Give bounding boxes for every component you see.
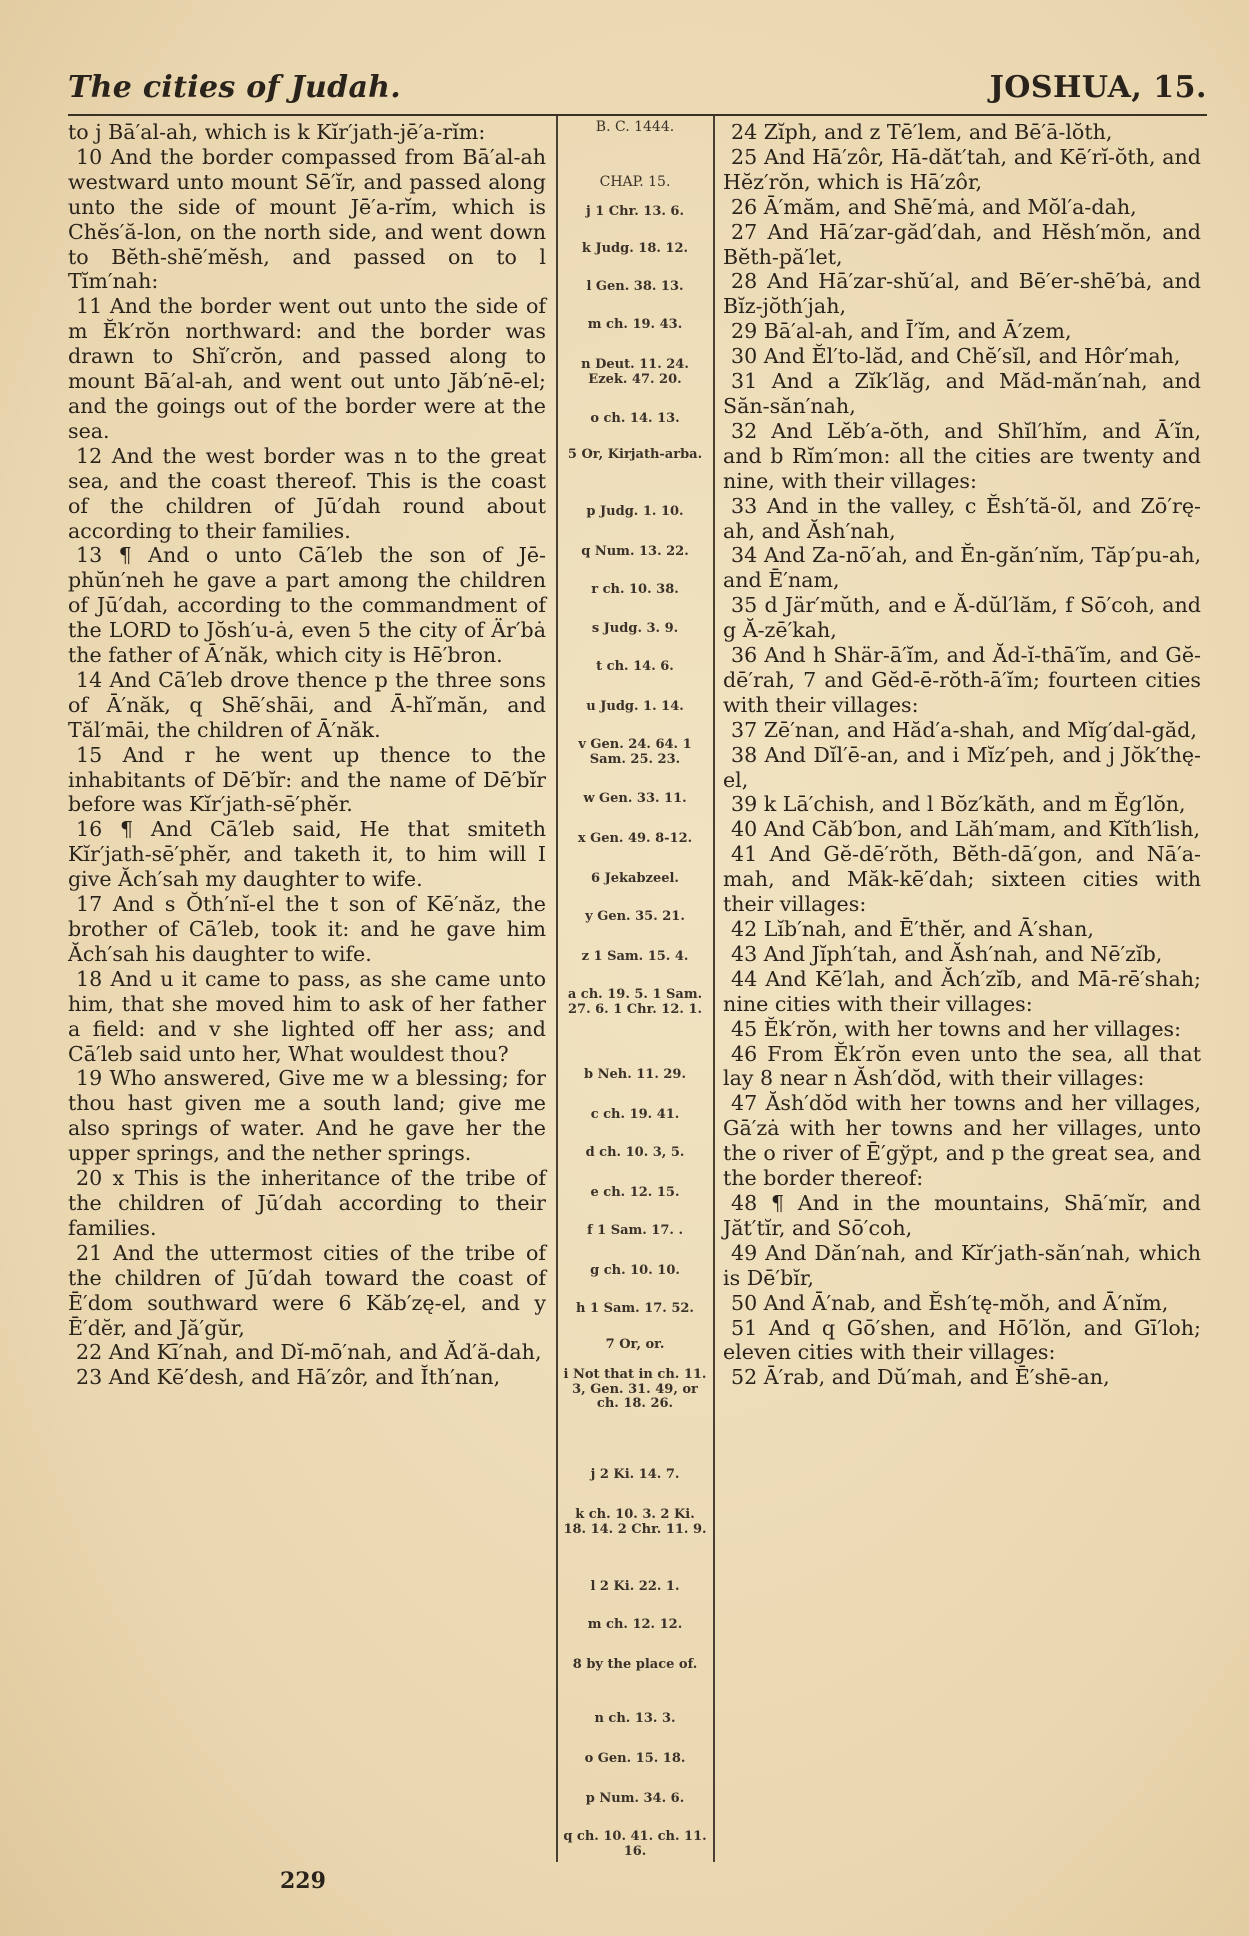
left-column [68,120,546,1390]
margin-ref: a ch. 19. 5. 1 Sam. 27. 6. 1 Chr. 12. 1. [567,987,703,1017]
margin-ref: n ch. 13. 3. [594,1711,676,1726]
verse: to j Bā′al-ah, which is k Kĭr′jath-jē′a-rĭm: [68,120,486,144]
margin-ref: o ch. 14. 13. [590,411,680,426]
verse: 13 ¶ And o unto Cā′leb the son of Jē-phŭn′neh he gave a part among the children of Jū′dah, according to the commandment of the LORD to Jŏsh′u-ȧ, even 5 the city of Är′bȧ the father of Ā′năk, which city is Hē′bron. [68,543,546,668]
margin-ref: p Judg. 1. 10. [586,504,684,519]
margin-ref: k ch. 10. 3. 2 Ki. 18. 14. 2 Chr. 11. 9. [563,1507,707,1537]
verse: 33 And in the valley, c Ĕsh′tă-ŏl, and Zō′rę-ah, and Ăsh′nah, [723,493,1201,543]
verse: 52 Ā′rab, and Dŭ′mah, and Ē′shē-an, [731,1365,1110,1390]
running-header [68,70,1207,112]
margin-ref: f 1 Sam. 17. . [587,1223,683,1238]
verse: 15 And r he went up thence to the inhabitants of Dē′bĭr: and the name of Dē′bĭr before was Kĭr′jath-sē′phĕr. [68,742,546,817]
margin-ref: q ch. 10. 41. ch. 11. 16. [563,1829,707,1859]
margin-date: B. C. 1444. [595,119,675,135]
verse: 11 And the border went out unto the side of m Ĕk′rŏn northward: and the border was drawn to Shĭ′crŏn, and passed along to mount Bā′al-ah, and went out unto Jăb′nē-el; and the goings out of the border were at the sea. [68,294,546,443]
column-divider [556,116,558,1862]
margin-ref: q Num. 13. 22. [581,544,689,559]
verse: 38 And Dĭl′ē-an, and i Mĭz′peh, and j Jŏk′thę-el, [723,742,1201,792]
margin-ref: h 1 Sam. 17. 52. [576,1301,694,1316]
verse: 44 And Kē′lah, and Ăch′zĭb, and Mā-rē′shah; nine cities with their villages: [723,966,1201,1016]
verse: 10 And the border compassed from Bā′al-ah westward unto mount Sē′ĭr, and passed along unto the side of mount Jē′a-rĭm, which is Chĕs′ă-lon, on the north side, and went down to Bĕth-shē′mĕsh, and passed on to l Tĭm′nah: [68,144,546,294]
verse: 49 And Dăn′nah, and Kĭr′jath-săn′nah, which is Dē′bĭr, [723,1240,1201,1290]
verse: 29 Bā′al-ah, and Ī′ĭm, and Ā′zem, [731,319,1072,344]
margin-chapter: CHAP. 15. [599,174,671,190]
margin-ref: w Gen. 33. 11. [583,791,687,806]
margin-ref: n Deut. 11. 24. Ezek. 47. 20. [581,357,689,387]
margin-ref: y Gen. 35. 21. [585,909,685,924]
margin-ref: l 2 Ki. 22. 1. [590,1579,680,1594]
margin-ref: u Judg. 1. 14. [586,699,684,714]
margin-ref: o Gen. 15. 18. [584,1751,686,1766]
margin-ref: s Judg. 3. 9. [591,621,679,636]
verse: 39 k Lā′chish, and l Bŏz′kăth, and m Ĕg′lŏn, [731,792,1186,817]
verse: 24 Zĭph, and z Tē′lem, and Bē′ā-lŏth, [731,120,1113,144]
verse: 37 Zē′nan, and Hăd′a-shah, and Mĭg′dal-găd, [731,717,1197,742]
margin-ref: j 2 Ki. 14. 7. [590,1467,680,1482]
verse: 26 Ā′măm, and Shē′mȧ, and Mŏl′a-dah, [731,194,1137,219]
margin-ref: i Not that in ch. 11. 3, Gen. 31. 49, or ch. 18. 26. [563,1367,707,1411]
margin-ref: e ch. 12. 15. [590,1185,680,1200]
verse: 40 And Căb′bon, and Lăh′mam, and Kĭth′lish, [731,817,1201,842]
verse: 48 ¶ And in the mountains, Shā′mĭr, and Jăt′tĭr, and Sō′coh, [723,1190,1201,1240]
verse: 51 And q Gō′shen, and Hō′lŏn, and Gī′loh; eleven cities with their villages: [723,1315,1201,1365]
column-divider [713,116,715,1862]
verse: 46 From Ĕk′rŏn even unto the sea, all that lay 8 near n Ăsh′dŏd, with their villages: [723,1041,1201,1091]
margin-ref: m ch. 12. 12. [587,1617,683,1632]
margin-ref: r ch. 10. 38. [591,582,679,597]
page-number: 229 [280,1868,326,1894]
verse: 43 And Jĭph′tah, and Ăsh′nah, and Nē′zĭb, [731,941,1163,966]
margin-ref: m ch. 19. 43. [587,317,683,332]
margin-ref: c ch. 19. 41. [590,1107,680,1122]
verse: 19 Who answered, Give me w a blessing; for thou hast given me a south land; give me also springs of water. And he gave her the upper springs, and the nether springs. [68,1066,546,1166]
verse: 31 And a Zĭk′lăg, and Măd-măn′nah, and Săn-săn′nah, [723,369,1201,418]
verse: 45 Ĕk′rŏn, with her towns and her villages: [731,1016,1182,1041]
verse: 35 d Jär′mŭth, and e Ă-dŭl′lăm, f Sō′coh, and g Ă-zē′kah, [723,593,1201,643]
margin-ref: b Neh. 11. 29. [583,1067,687,1082]
margin-ref: z 1 Sam. 15. 4. [581,949,689,964]
verse: 34 And Za-nō′ah, and Ĕn-găn′nĭm, Tăp′pu-ah, and Ē′nam, [723,543,1201,593]
verse: 12 And the west border was n to the great sea, and the coast thereof. This is the coast of the children of Jū′dah round about according to their families. [68,443,546,543]
verse: 25 And Hā′zôr, Hā-dăt′tah, and Kē′rĭ-ŏth, and Hĕz′rŏn, which is Hā′zôr, [723,144,1201,194]
verse: 32 And Lĕb′a-ŏth, and Shĭl′hĭm, and Ā′ĭn, and b Rĭm′mon: all the cities are twenty and nine, with their villages: [723,418,1201,493]
verse: 50 And Ā′nab, and Ĕsh′tę-mŏh, and Ā′nĭm, [731,1290,1169,1315]
margin-ref: 8 by the place of. [572,1657,698,1672]
verse: 22 And Kī′nah, and Dĭ-mō′nah, and Ăd′ă-dah, [76,1340,542,1365]
right-column [723,120,1201,1390]
margin-ref: 7 Or, or. [605,1337,665,1352]
margin-ref: 6 Jekabzeel. [591,871,679,886]
margin-ref: l Gen. 38. 13. [586,279,684,294]
verse: 36 And h Shär-ā′ĭm, and Ăd-ĭ-thā′ĭm, and Gĕ-dē′rah, 7 and Gĕd-ē-rŏth-ā′ĭm; fourteen cities with their villages: [723,643,1201,717]
margin-ref: k Judg. 18. 12. [581,241,689,256]
margin-ref: 5 Or, Kirjath-arba. [567,447,703,462]
margin-ref: t ch. 14. 6. [596,659,674,674]
verse: 21 And the uttermost cities of the tribe of the children of Jū′dah toward the coast of Ē′dom southward were 6 Kăb′zę-el, and y Ē′dĕr, and Jă′gŭr, [68,1240,546,1340]
verse: 20 x This is the inheritance of the tribe of the children of Jū′dah according to their families. [68,1166,546,1240]
verse: 47 Ăsh′dŏd with her towns and her villages, Gā′zȧ with her towns and her villages, unto the o river of Ē′gўpt, and p the great sea, and the border thereof: [723,1091,1201,1191]
margin-ref: x Gen. 49. 8-12. [577,831,693,846]
section-title: The cities of Judah. [68,70,402,105]
verse: 14 And Cā′leb drove thence p the three sons of Ā′năk, q Shē′shāi, and Ā-hĭ′măn, and Tăl′māi, the children of Ā′năk. [68,667,546,742]
verse: 30 And Ĕl′to-lăd, and Chĕ′sĭl, and Hôr′mah, [731,344,1181,369]
verse: 28 And Hā′zar-shŭ′al, and Bē′er-shē′bȧ, and Bĭz-jŏth′jah, [723,269,1201,319]
verse: 27 And Hā′zar-găd′dah, and Hĕsh′mŏn, and Bĕth-pă′let, [723,219,1201,269]
verse: 18 And u it came to pass, as she came unto him, that she moved him to ask of her father a field: and v she lighted off her ass; and Cā′leb said unto her, What wouldest thou? [68,966,546,1066]
verse: 17 And s Ŏth′nĭ-el the t son of Kē′năz, the brother of Cā′leb, took it: and he gave him Ăch′sah his daughter to wife. [68,892,546,966]
verse: 23 And Kē′desh, and Hā′zôr, and Ĭth′nan, [76,1365,501,1390]
margin-ref: g ch. 10. 10. [590,1263,680,1278]
margin-ref: d ch. 10. 3, 5. [585,1145,685,1160]
header-rule [68,114,1207,116]
verse: 42 Lĭb′nah, and Ē′thĕr, and Ā′shan, [731,917,1094,941]
margin-ref: p Num. 34. 6. [585,1791,685,1806]
margin-ref: j 1 Chr. 13. 6. [585,204,685,219]
verse: 16 ¶ And Cā′leb said, He that smiteth Kĭr′jath-sē′phĕr, and taketh it, to him will I give Ăch′sah my daughter to wife. [68,817,546,892]
verse: 41 And Gĕ-dē′rŏth, Bĕth-dā′gon, and Nā′a-mah, and Măk-kē′dah; sixteen cities with their villages: [723,842,1201,917]
margin-ref: v Gen. 24. 64. 1 Sam. 25. 23. [578,737,692,767]
book-chapter: JOSHUA, 15. [989,70,1207,105]
